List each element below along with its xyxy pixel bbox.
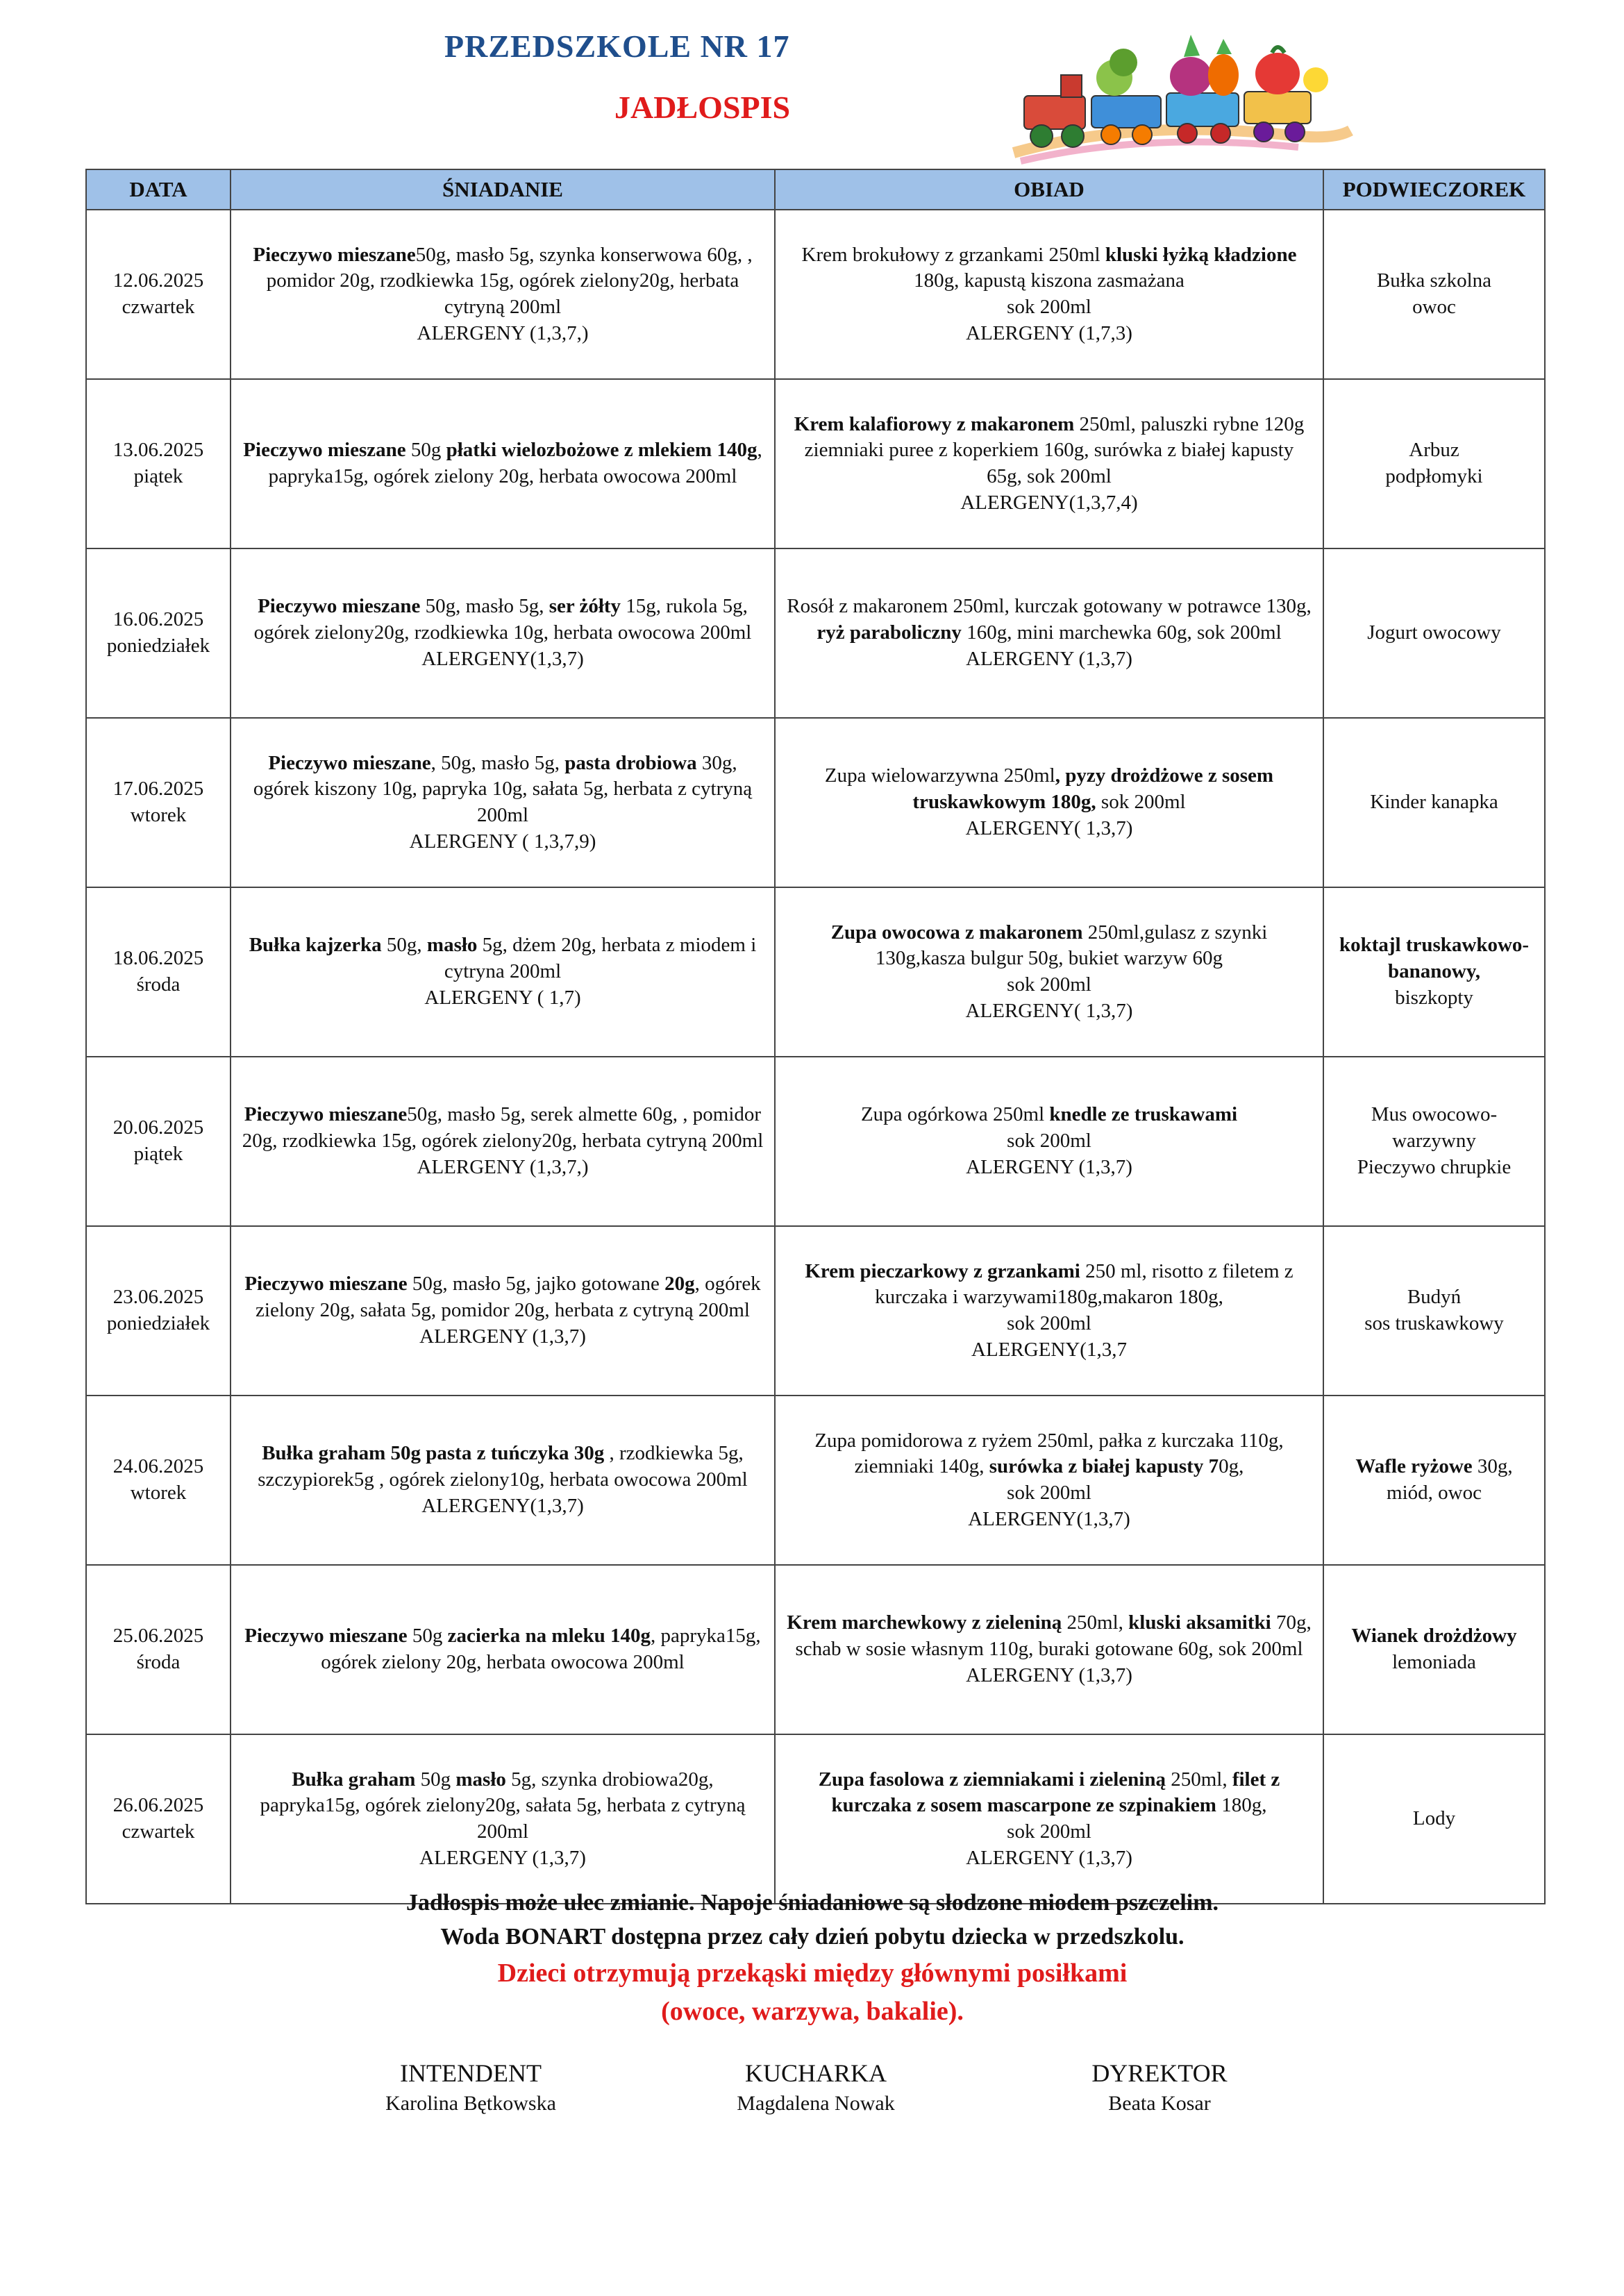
cell-line: ALERGENY( 1,3,7) [965, 816, 1133, 839]
date-cell [86, 1565, 231, 1734]
bold-text: Pieczywo mieszane [244, 1625, 408, 1648]
snack-cell [1323, 1057, 1545, 1226]
date-text: 13.06.2025 [112, 439, 204, 462]
cell-line: Zupa pomidorowa z ryżem 250ml, pałka z kurczaka 110g, ziemniaki 140g, surówka z białej kapusty 70g, [814, 1429, 1284, 1478]
cell-line: Zupa ogórkowa 250ml knedle ze truskawami [860, 1103, 1238, 1126]
bold-text: Pieczywo mieszane [258, 595, 421, 618]
school-name: PRZEDSZKOLE NR 17 [444, 28, 790, 64]
signature-dyrektor [1035, 2059, 1284, 2115]
signature-name: Karolina Bętkowska [385, 2092, 556, 2115]
bold-text: Pieczywo mieszane [268, 751, 431, 774]
footer-note-snacks: Dzieci otrzymują przekąski między głównymi posiłkami [497, 1958, 1128, 1988]
date-text: 26.06.2025 [112, 1794, 204, 1817]
signature-role: KUCHARKA [744, 2059, 887, 2087]
cell-line: Krem kalafiorowy z makaronem 250ml, paluszki rybne 120g ziemniaki puree z koperkiem 160g, surówka z białej kapusty 65g, sok 200ml [794, 412, 1305, 487]
cell-line: Pieczywo mieszane, 50g, masło 5g, pasta drobiowa 30g, ogórek kiszony 10g, papryka 10g, sałata 5g, herbata z cytryną 200ml [253, 751, 753, 826]
lunch-cell [775, 379, 1323, 548]
cell-line: sok 200ml [1007, 1312, 1091, 1334]
date-cell [86, 379, 231, 548]
footer-notes [208, 1886, 1416, 2031]
date-cell [86, 1057, 231, 1226]
breakfast-cell [231, 1226, 775, 1396]
cell-line: ALERGENY (1,3,7) [966, 1846, 1132, 1869]
table-row [86, 379, 1545, 548]
cell-line: ALERGENY (1,3,7,) [417, 1155, 589, 1178]
date-cell [86, 718, 231, 887]
signature-role: DYREKTOR [1091, 2059, 1228, 2087]
lunch-cell [775, 1226, 1323, 1396]
bold-text: Pieczywo mieszane [253, 243, 416, 266]
bold-text: płatki wielozbożowe z mlekiem 140g [446, 439, 757, 462]
breakfast-cell [231, 1396, 775, 1565]
weekday-text: poniedziałek [106, 1312, 210, 1334]
bold-text: Zupa fasolowa z ziemniakami i zieleniną [818, 1768, 1166, 1791]
cell-line: ALERGENY(1,3,7) [421, 647, 584, 670]
cell-line: Krem pieczarkowy z grzankami 250 ml, risotto z filetem z kurczaka i warzywami180g,makaron 180g, [805, 1259, 1294, 1309]
date-text: 25.06.2025 [112, 1625, 204, 1648]
date-text: 24.06.2025 [112, 1455, 204, 1478]
bold-text: knedle ze truskawami [1049, 1103, 1238, 1126]
date-cell [86, 1734, 231, 1904]
bold-text: Krem pieczarkowy z grzankami [805, 1259, 1080, 1282]
cell-line: sok 200ml [1007, 1482, 1091, 1504]
weekday-text: wtorek [130, 804, 187, 826]
cell-line: Bułka kajzerka 50g, masło 5g, dżem 20g, herbata z miodem i cytryna 200ml [249, 934, 757, 983]
cell-line: sok 200ml [1007, 1130, 1091, 1153]
footer-note-snacks-list: (owoce, warzywa, bakalie). [661, 1996, 964, 2026]
cell-line: ALERGENY (1,3,7) [966, 647, 1132, 670]
menu-table [85, 169, 1546, 1904]
cell-line: Wafle ryżowe 30g, miód, owoc [1355, 1455, 1513, 1504]
weekday-text: wtorek [130, 1482, 187, 1504]
table-row [86, 718, 1545, 887]
cell-line: ALERGENY(1,3,7,4) [960, 491, 1138, 514]
cell-line: Arbuz [1409, 439, 1459, 462]
breakfast-cell [231, 718, 775, 887]
cell-line [1334, 1623, 1534, 1650]
cell-line: ALERGENY( 1,3,7) [965, 999, 1133, 1022]
cell-line: ALERGENY (1,3,7) [966, 1155, 1132, 1178]
snack-cell [1323, 1226, 1545, 1396]
bold-text: pasta drobiowa [564, 751, 697, 774]
bold-text: masło [455, 1768, 506, 1791]
cell-line: Rosół z makaronem 250ml, kurczak gotowany w potrawce 130g, ryż paraboliczny 160g, mini marchewka 60g, sok 200ml [787, 595, 1312, 644]
breakfast-cell [231, 1565, 775, 1734]
cell-line: owoc [1412, 296, 1456, 318]
cell-line: Mus owocowo-warzywny [1371, 1103, 1498, 1153]
date-cell [86, 887, 231, 1057]
signature-name: Magdalena Nowak [737, 2092, 895, 2115]
lunch-cell [775, 210, 1323, 379]
bold-text: Bułka graham [292, 1768, 416, 1791]
snack-cell [1323, 1396, 1545, 1565]
weekday-text: piątek [133, 1143, 183, 1165]
header-breakfast: ŚNIADANIE [231, 169, 775, 210]
weekday-text: środa [136, 1651, 181, 1673]
snack-cell [1323, 718, 1545, 887]
bold-text: 20g [664, 1273, 695, 1296]
cell-line [1334, 932, 1534, 984]
bold-text: , pyzy drożdżowe z sosem truskawkowym 180g, [912, 764, 1274, 814]
cell-line: ALERGENY ( 1,3,7,9) [409, 830, 596, 853]
lunch-cell [775, 887, 1323, 1057]
bold-text: kluski łyżką kładzione [1105, 243, 1297, 266]
lunch-cell [775, 1396, 1323, 1565]
cell-line: Pieczywo mieszane50g, masło 5g, serek almette 60g, , pomidor 20g, rzodkiewka 15g, ogórek zielony20g, herbata cytryną 200ml [242, 1103, 764, 1153]
cell-line: sok 200ml [1007, 1820, 1091, 1843]
bold-text: koktajl truskawkowo-bananowy, [1339, 934, 1530, 983]
snack-cell [1323, 210, 1545, 379]
cell-line: sos truskawkowy [1364, 1312, 1504, 1334]
cell-line: Zupa wielowarzywna 250ml, pyzy drożdżowe z sosem truskawkowym 180g, sok 200ml [824, 764, 1274, 814]
cell-line: Kinder kanapka [1370, 791, 1498, 814]
cell-line: ALERGENY ( 1,7) [424, 986, 581, 1009]
cell-line: Pieczywo mieszane50g, masło 5g, szynka konserwowa 60g, , pomidor 20g, rzodkiewka 15g, ogórek zielony20g, herbata cytryną 200ml [253, 243, 753, 318]
header-lunch: OBIAD [775, 169, 1323, 210]
date-cell [86, 210, 231, 379]
bold-text: kluski aksamitki [1128, 1611, 1271, 1634]
lunch-cell [775, 1057, 1323, 1226]
cell-line: Bułka graham 50g masło 5g, szynka drobiowa20g, papryka15g, ogórek zielony20g, sałata 5g, herbata z cytryną 200ml [260, 1768, 746, 1843]
breakfast-cell [231, 1734, 775, 1904]
date-text: 18.06.2025 [112, 947, 204, 970]
bold-text: zacierka na mleku 140g [447, 1625, 651, 1648]
lunch-cell [775, 718, 1323, 887]
cell-line: ALERGENY(1,3,7) [421, 1494, 584, 1517]
page-title: JADŁOSPIS [614, 90, 791, 125]
lunch-cell [775, 1565, 1323, 1734]
cell-line: ALERGENY(1,3,7 [971, 1338, 1127, 1361]
weekday-text: środa [136, 973, 181, 996]
menu-body [86, 210, 1545, 1904]
cell-line: Krem marchewkowy z zieleniną 250ml, kluski aksamitki 70g, schab w sosie własnym 110g, buraki gotowane 60g, sok 200ml [787, 1611, 1312, 1661]
cell-line: biszkopty [1395, 986, 1473, 1009]
date-text: 12.06.2025 [112, 269, 204, 292]
table-row [86, 1226, 1545, 1396]
breakfast-cell [231, 1057, 775, 1226]
bold-text: Krem kalafiorowy z makaronem [794, 412, 1075, 435]
bold-text: Pieczywo mieszane [244, 1273, 408, 1296]
table-row [86, 1057, 1545, 1226]
bold-text: Krem marchewkowy z zieleniną [787, 1611, 1062, 1634]
cell-line: Pieczywo mieszane 50g zacierka na mleku 140g, papryka15g, ogórek zielony 20g, herbata owocowa 200ml [244, 1625, 761, 1673]
signature-role: INTENDENT [400, 2059, 542, 2087]
cell-line: ALERGENY (1,3,7,) [417, 321, 589, 344]
footer-note-change: Jadłospis może ulec zmianie. Napoje śniadaniowe są słodzone miodem pszczelim. [405, 1890, 1219, 1916]
breakfast-cell [231, 887, 775, 1057]
cell-line: Bułka graham 50g pasta z tuńczyka 30g , rzodkiewka 5g, szczypiorek5g , ogórek zielony10g, herbata owocowa 200ml [258, 1442, 748, 1491]
lunch-cell [775, 548, 1323, 718]
bold-text: Pieczywo mieszane [244, 1103, 408, 1126]
date-cell [86, 1396, 231, 1565]
vegetable-train-icon [1000, 14, 1361, 170]
cell-line: Pieczywo chrupkie [1357, 1155, 1512, 1178]
cell-line: sok 200ml [1007, 973, 1091, 996]
weekday-text: czwartek [122, 296, 195, 318]
breakfast-cell [231, 210, 775, 379]
bold-text: Wianek drożdżowy [1351, 1625, 1517, 1648]
cell-line: Budyń [1407, 1286, 1462, 1309]
weekday-text: piątek [133, 465, 183, 487]
cell-line: sok 200ml [1007, 296, 1091, 318]
cell-line: lemoniada [1392, 1651, 1476, 1673]
cell-line: ALERGENY(1,3,7) [968, 1507, 1130, 1530]
bold-text: Zupa owocowa z makaronem [830, 921, 1083, 944]
snack-cell [1323, 379, 1545, 548]
cell-line: podpłomyki [1385, 465, 1483, 487]
date-cell [86, 1226, 231, 1396]
cell-line: Zupa fasolowa z ziemniakami i zieleniną 250ml, filet z kurczaka z sosem mascarpone ze szpinakiem 180g, [818, 1768, 1280, 1817]
cell-line: ALERGENY (1,3,7) [966, 1664, 1132, 1686]
lunch-cell [775, 1734, 1323, 1904]
snack-cell [1323, 887, 1545, 1057]
bold-text: ryż paraboliczny [817, 621, 962, 644]
date-cell [86, 548, 231, 718]
signature-kucharka [691, 2059, 941, 2115]
breakfast-cell [231, 548, 775, 718]
bold-text: Wafle ryżowe [1355, 1455, 1473, 1478]
breakfast-cell [231, 379, 775, 548]
header-snack: PODWIECZOREK [1323, 169, 1545, 210]
cell-line: Krem brokułowy z grzankami 250ml kluski łyżką kładzione 180g, kapustą kiszona zasmażana [801, 243, 1297, 292]
weekday-text: czwartek [122, 1820, 195, 1843]
cell-line: Zupa owocowa z makaronem 250ml,gulasz z szynki 130g,kasza bulgur 50g, bukiet warzyw 60g [830, 921, 1268, 970]
snack-cell [1323, 548, 1545, 718]
table-row [86, 1565, 1545, 1734]
signature-name: Beata Kosar [1108, 2092, 1211, 2115]
cell-line: ALERGENY (1,7,3) [966, 321, 1132, 344]
date-text: 17.06.2025 [112, 778, 204, 801]
header-date: DATA [86, 169, 231, 210]
cell-line: Bułka szkolna [1376, 269, 1492, 292]
bold-text: ser żółty [549, 595, 621, 618]
bold-text: surówka z białej kapusty 7 [989, 1455, 1219, 1478]
cell-line: Jogurt owocowy [1367, 621, 1501, 644]
date-text: 20.06.2025 [112, 1116, 204, 1139]
table-row [86, 887, 1545, 1057]
snack-cell [1323, 1565, 1545, 1734]
header-row [86, 169, 1545, 210]
bold-text: filet z kurczaka z sosem mascarpone ze szpinakiem [831, 1768, 1280, 1817]
table-row [86, 548, 1545, 718]
bold-text: Pieczywo mieszane [243, 439, 406, 462]
cell-line: Pieczywo mieszane 50g płatki wielozbożowe z mlekiem 140g, papryka15g, ogórek zielony 20g, herbata owocowa 200ml [243, 439, 762, 487]
bold-text: masło [426, 934, 478, 957]
cell-line: Pieczywo mieszane 50g, masło 5g, ser żółty 15g, rukola 5g, ogórek zielony20g, rzodkiewka 10g, herbata owocowa 200ml [253, 595, 752, 644]
date-text: 16.06.2025 [112, 608, 204, 631]
footer-note-water: Woda BONART dostępna przez cały dzień pobytu dziecka w przedszkolu. [440, 1924, 1184, 1950]
signature-intendent [346, 2059, 596, 2115]
bold-text: Bułka graham 50g pasta z tuńczyka 30g [262, 1442, 605, 1465]
cell-line: Pieczywo mieszane 50g, masło 5g, jajko gotowane 20g, ogórek zielony 20g, sałata 5g, pomidor 20g, herbata z cytryną 200ml [244, 1273, 761, 1322]
table-row [86, 210, 1545, 379]
date-text: 23.06.2025 [112, 1286, 204, 1309]
bold-text: Bułka kajzerka [249, 934, 382, 957]
weekday-text: poniedziałek [106, 635, 210, 657]
table-row [86, 1396, 1545, 1565]
cell-line: ALERGENY (1,3,7) [419, 1325, 586, 1348]
cell-line: ALERGENY (1,3,7) [419, 1846, 586, 1869]
snack-cell [1323, 1734, 1545, 1904]
table-row [86, 1734, 1545, 1904]
cell-line: Lody [1412, 1807, 1456, 1830]
